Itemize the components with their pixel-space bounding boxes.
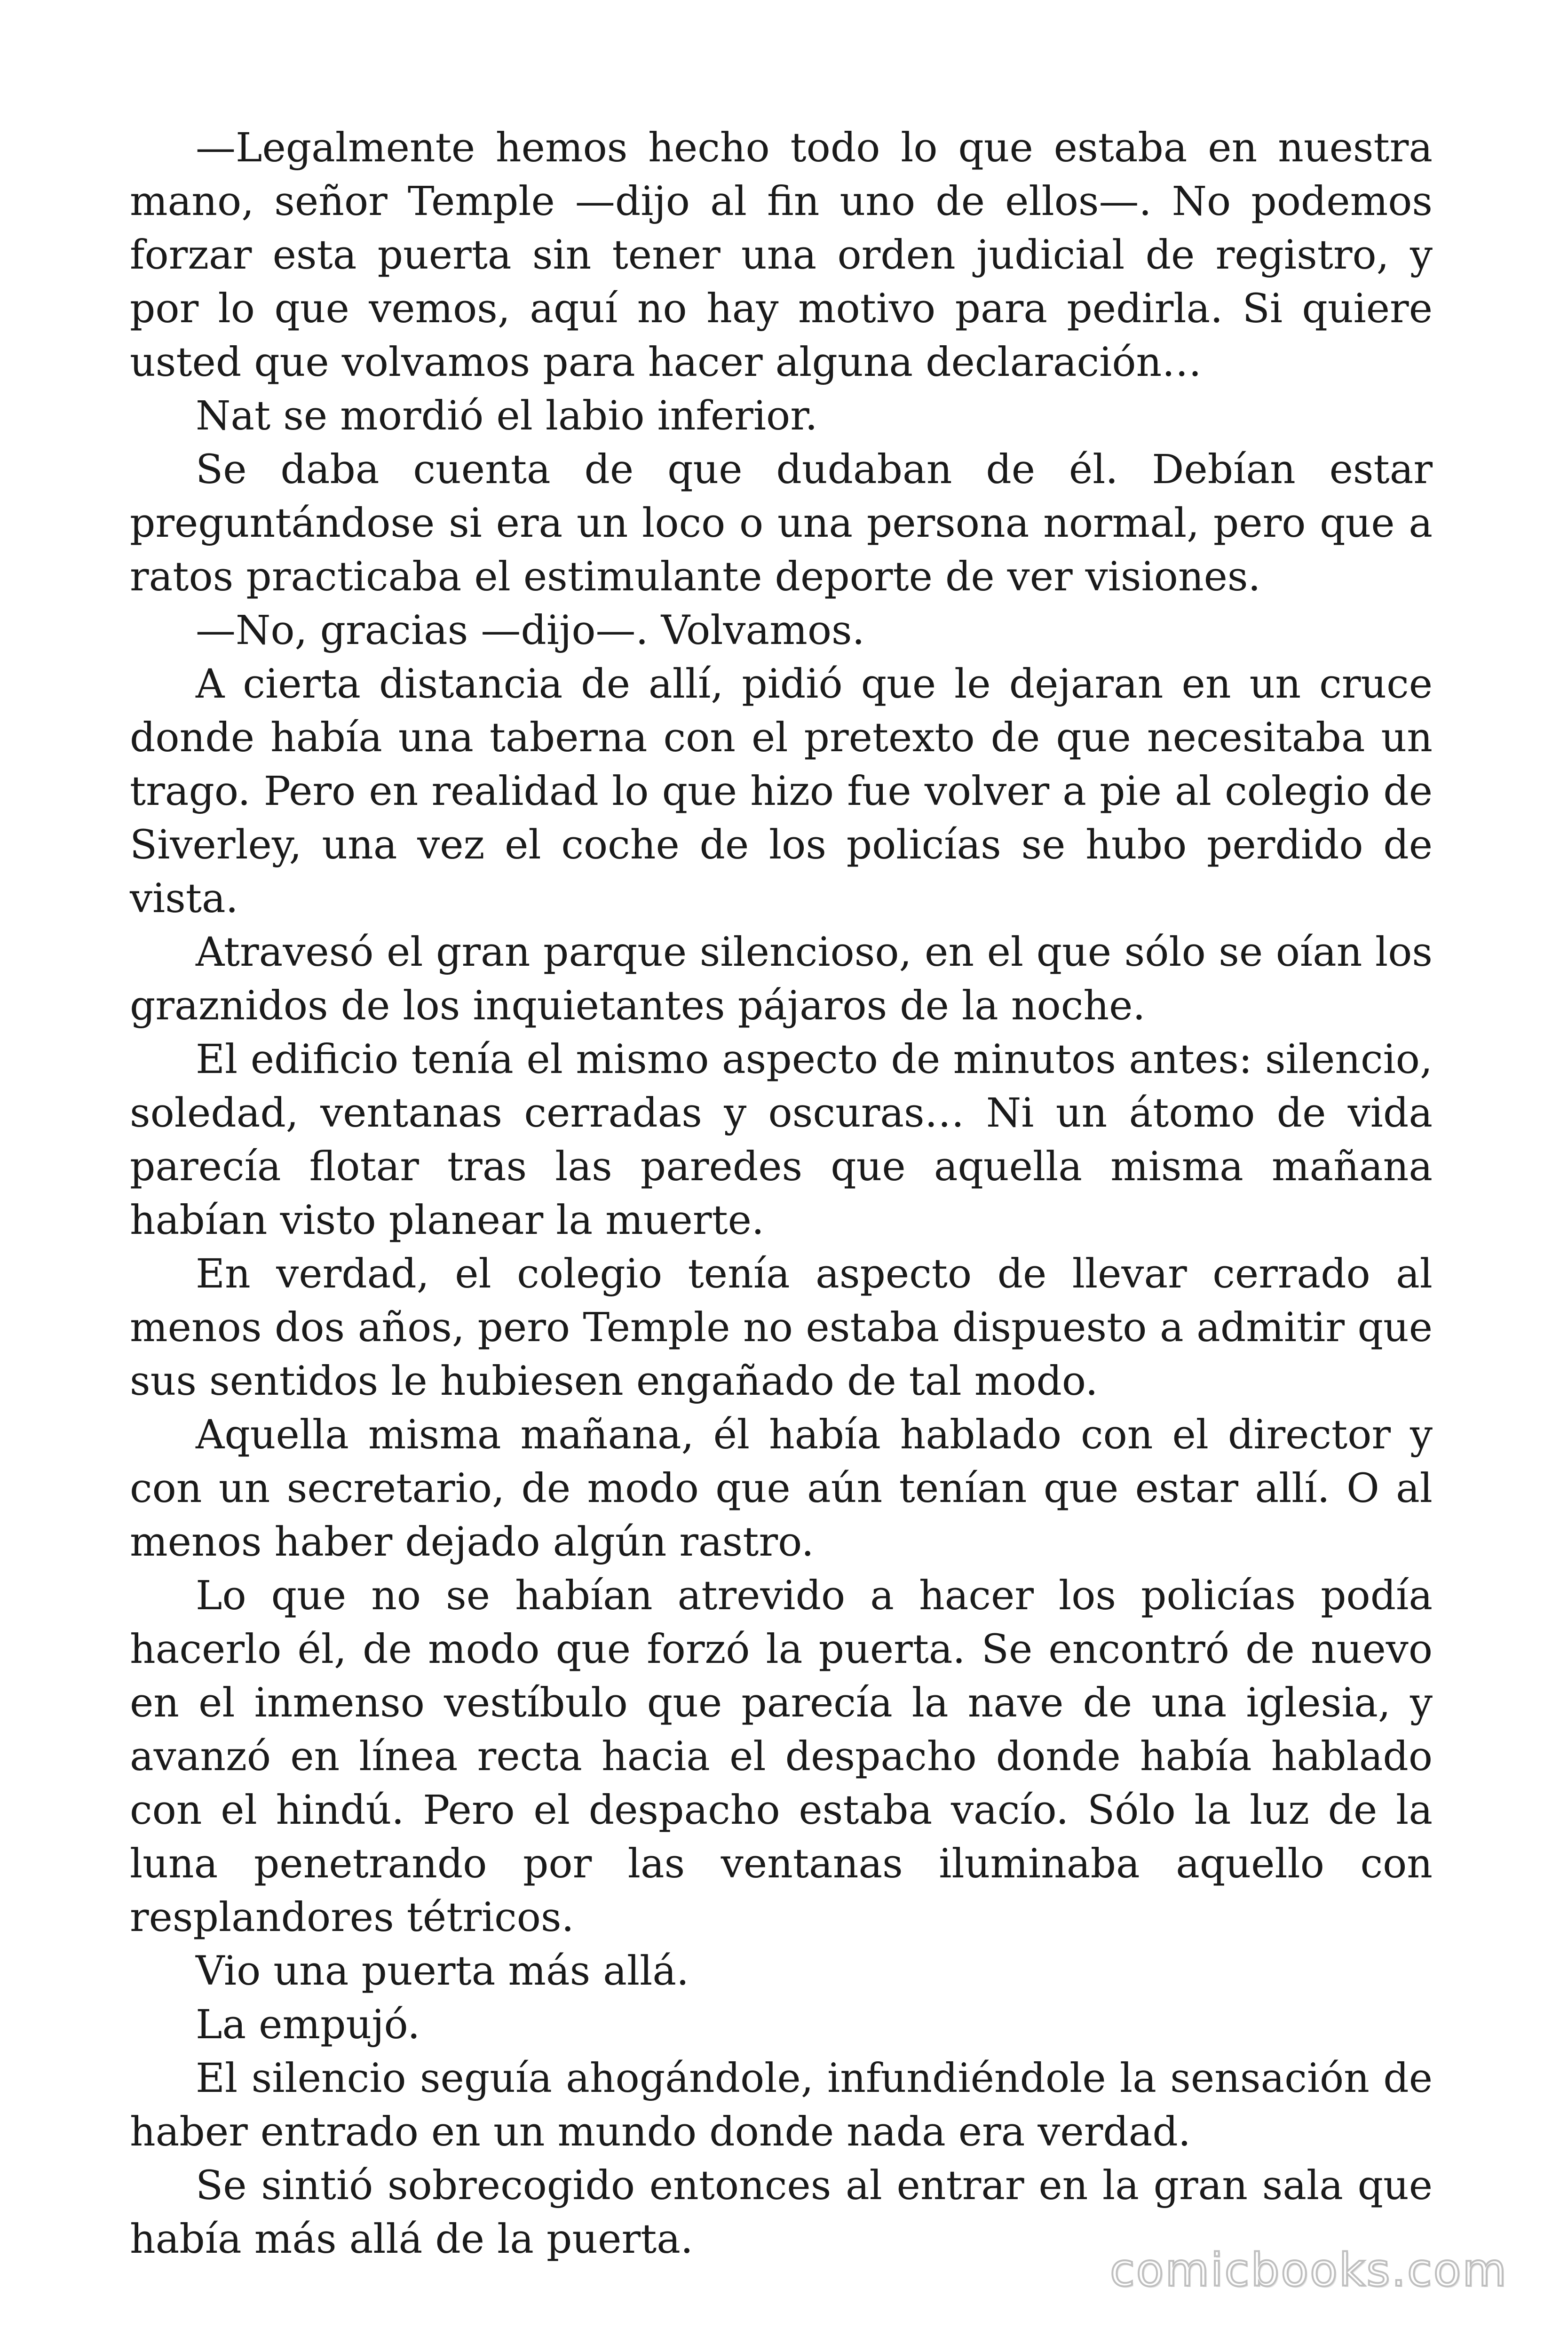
book-page [130, 121, 1433, 2266]
paragraph: En verdad, el colegio tenía aspecto de llevar cerrado al menos dos años, pero Temple no estaba dispuesto a admitir que sus sentidos le hubiesen engañado de tal modo. [130, 1251, 1433, 1405]
paragraph: A cierta distancia de allí, pidió que le dejaran en un cruce donde había una taberna con el pretexto de que necesitaba un trago. Pero en realidad lo que hizo fue volver a pie al colegio de Siverley, una vez el coche de los policías se hubo perdido de vista. [130, 661, 1433, 922]
paragraph: El edificio tenía el mismo aspecto de minutos antes: silencio, soledad, ventanas cerradas y oscuras… Ni un átomo de vida parecía flotar tras las paredes que aquella misma mañana habían visto planear la muerte. [130, 1036, 1433, 1244]
paragraph: Aquella misma mañana, él había hablado con el director y con un secretario, de modo que aún tenían que estar allí. O al menos haber dejado algún rastro. [130, 1412, 1433, 1565]
paragraph: Vio una puerta más allá. [196, 1948, 689, 1994]
paragraph: Atravesó el gran parque silencioso, en el que sólo se oían los graznidos de los inquietantes pájaros de la noche. [130, 929, 1433, 1029]
paragraph: Se daba cuenta de que dudaban de él. Debían estar preguntándose si era un loco o una persona normal, pero que a ratos practicaba el estimulante deporte de ver visiones. [130, 446, 1433, 600]
paragraph: Lo que no se habían atrevido a hacer los policías podía hacerlo él, de modo que forzó la puerta. Se encontró de nuevo en el inmenso vestíbulo que parecía la nave de una iglesia, y avanzó en línea recta hacia el despacho donde había hablado con el hindú. Pero el despacho estaba vacío. Sólo la luz de la luna penetrando por las ventanas iluminaba aquello con resplandores tétricos. [130, 1573, 1433, 1941]
paragraph: El silencio seguía ahogándole, infundiéndole la sensación de haber entrado en un mundo donde nada era verdad. [130, 2055, 1433, 2155]
watermark-logo: comicbooks.com [1109, 2244, 1508, 2296]
paragraph: —Legalmente hemos hecho todo lo que estaba en nuestra mano, señor Temple —dijo al fin uno de ellos—. No podemos forzar esta puerta sin tener una orden judicial de registro, y por lo que vemos, aquí no hay motivo para pedirla. Si quiere usted que volvamos para hacer alguna declaración… [130, 125, 1433, 386]
paragraph: La empujó. [196, 2002, 420, 2048]
paragraph: Se sintió sobrecogido entonces al entrar en la gran sala que había más allá de la puerta. [130, 2162, 1433, 2263]
paragraph: Nat se mordió el labio inferior. [196, 393, 818, 439]
paragraph: —No, gracias —dijo—. Volvamos. [196, 607, 865, 654]
